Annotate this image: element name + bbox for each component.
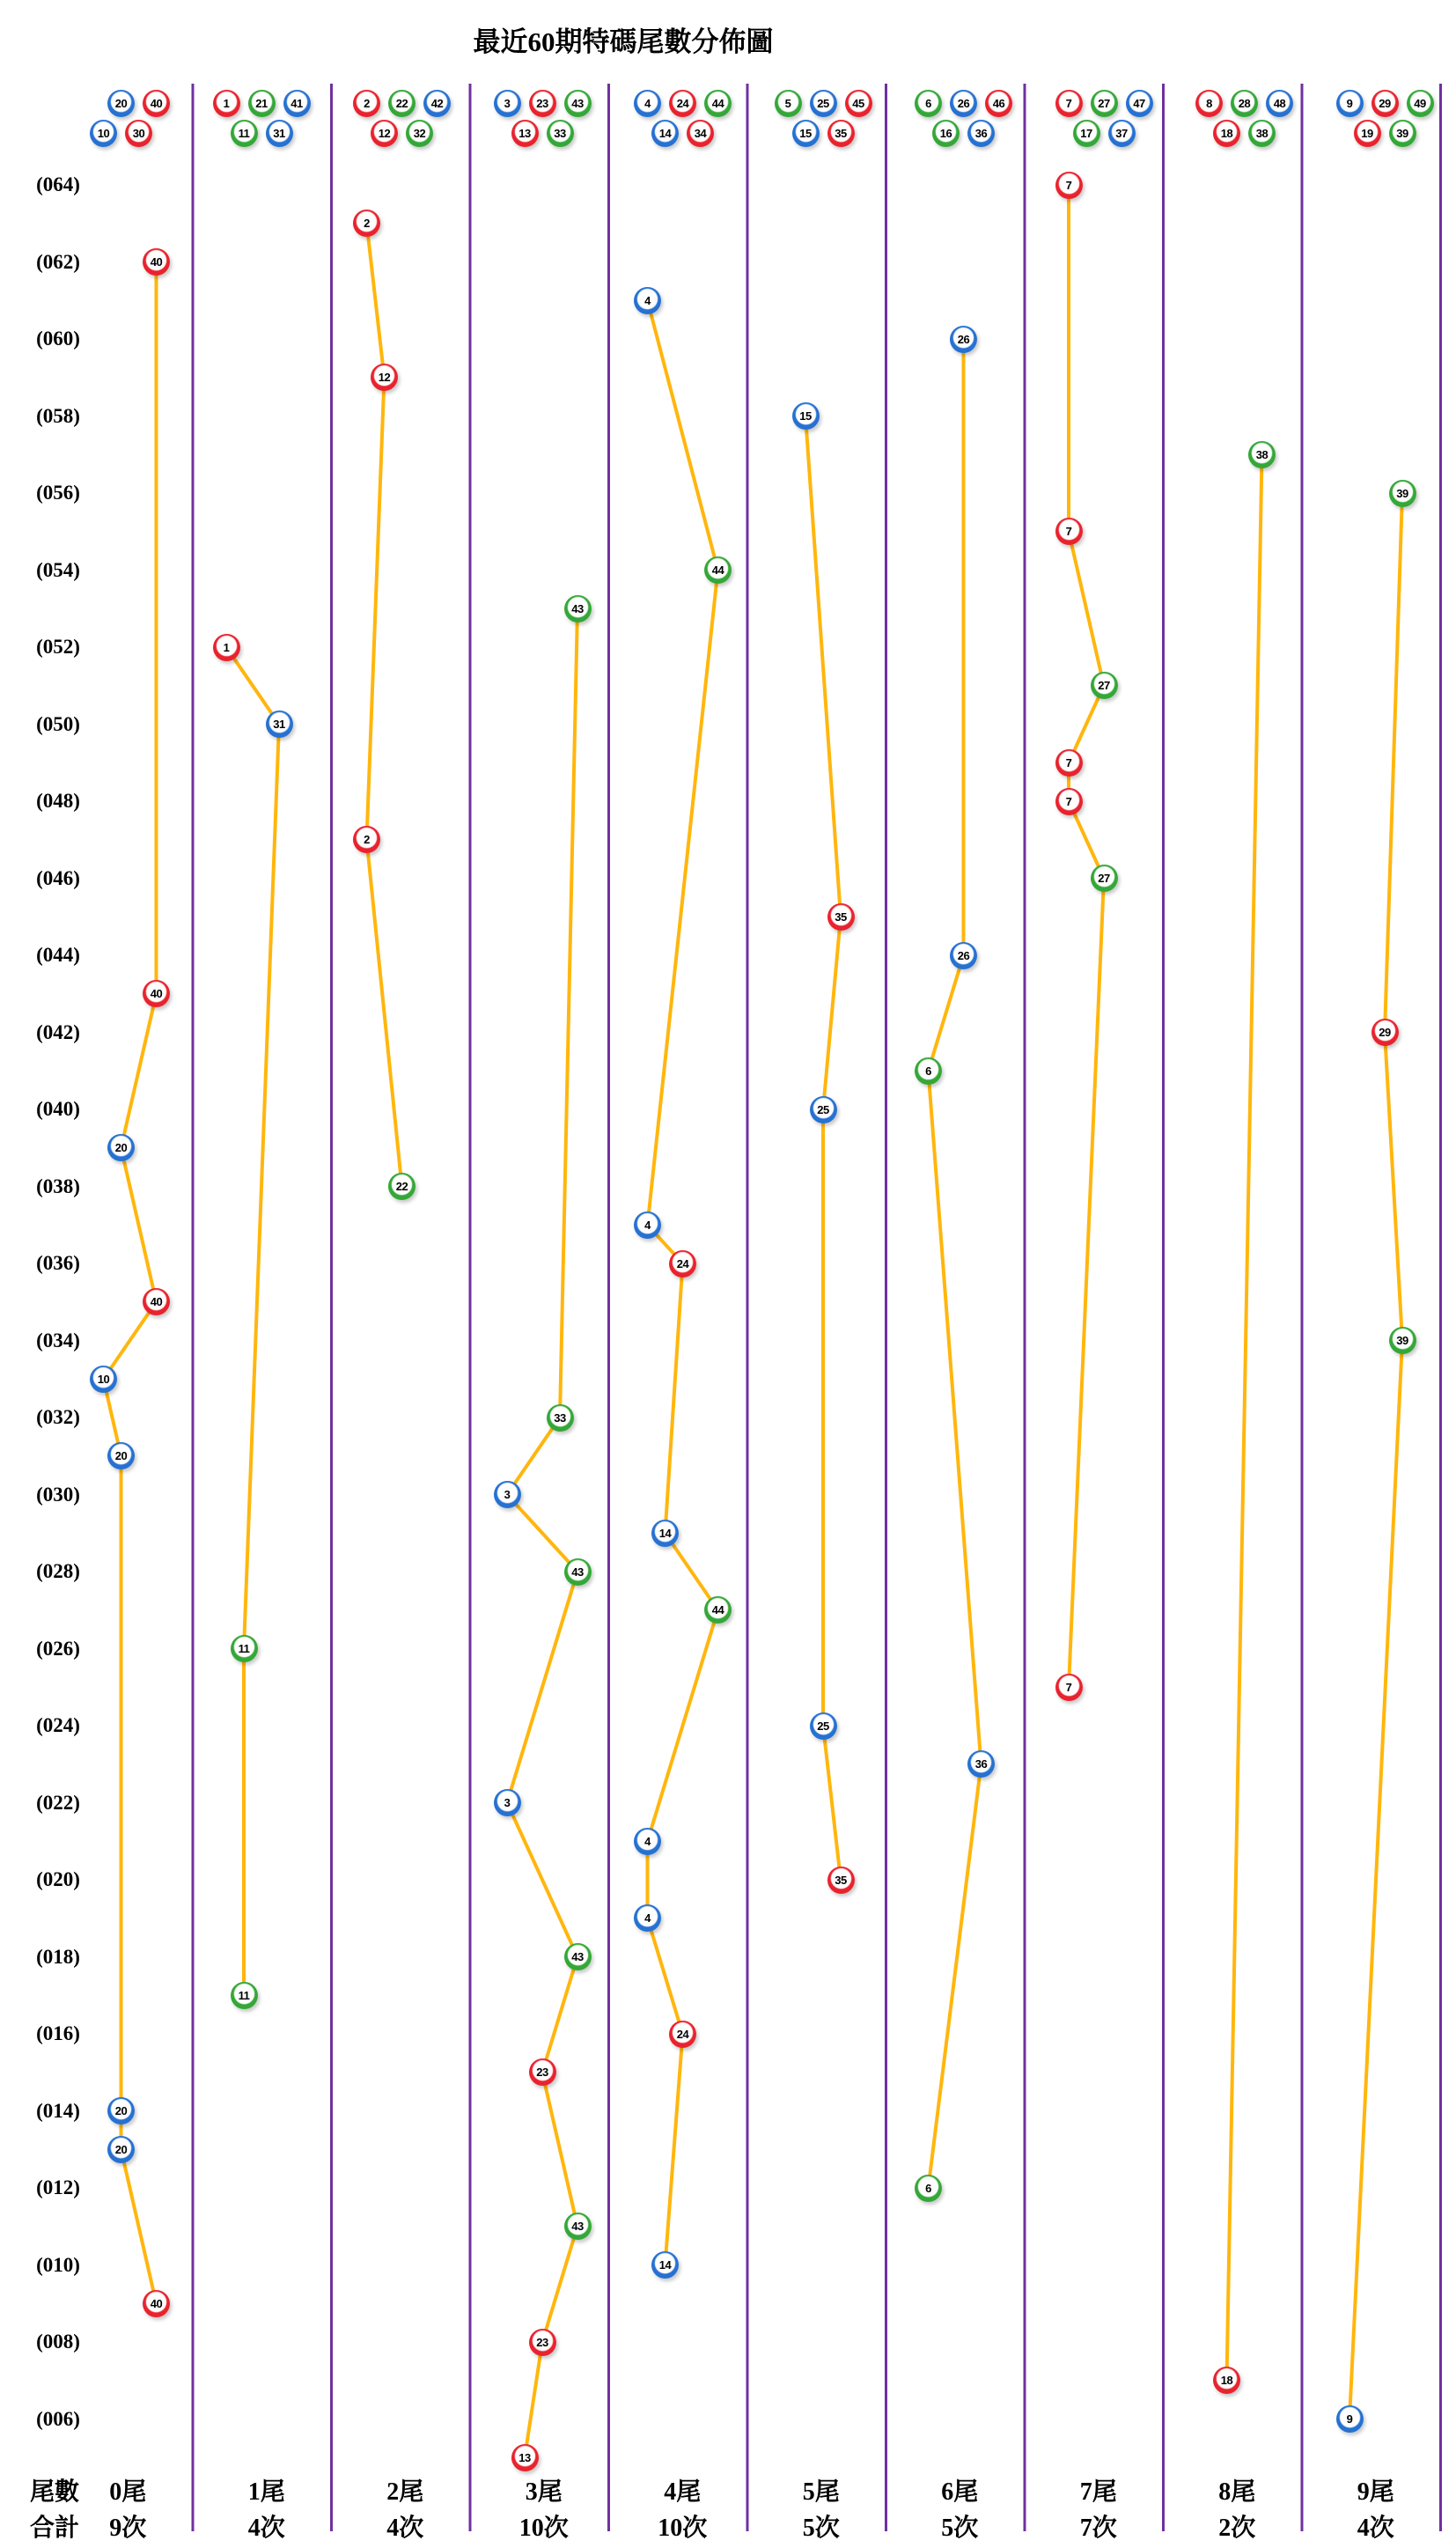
lottery-ball-46: 46 — [985, 90, 1012, 117]
trend-line-tail-3 — [507, 608, 577, 2457]
lottery-ball-26: 26 — [950, 90, 977, 117]
lottery-ball-4: 4 — [634, 1211, 661, 1239]
lottery-ball-4: 4 — [634, 90, 661, 117]
lottery-ball-15: 15 — [792, 402, 820, 430]
lottery-ball-6: 6 — [915, 2175, 942, 2202]
lottery-ball-2: 2 — [353, 90, 380, 117]
lottery-ball-38: 38 — [1248, 120, 1276, 147]
lottery-ball-40: 40 — [143, 980, 170, 1007]
lottery-ball-2: 2 — [353, 826, 380, 853]
lottery-ball-6: 6 — [915, 1057, 942, 1085]
y-axis-label: (060) — [36, 328, 80, 350]
lottery-ball-27: 27 — [1091, 90, 1118, 117]
lottery-ball-27: 27 — [1091, 672, 1118, 699]
lottery-ball-10: 10 — [90, 1366, 117, 1393]
tail-label-8: 8尾 — [1218, 2478, 1256, 2506]
lottery-ball-34: 34 — [687, 120, 714, 147]
y-axis-label: (010) — [36, 2253, 80, 2276]
lottery-ball-18: 18 — [1213, 120, 1240, 147]
count-label-9: 4次 — [1357, 2515, 1394, 2542]
lottery-ball-26: 26 — [950, 942, 977, 969]
lottery-ball-12: 12 — [371, 120, 398, 147]
lottery-ball-4: 4 — [634, 287, 661, 314]
y-axis-label: (032) — [36, 1406, 80, 1428]
lottery-ball-3: 3 — [494, 1789, 521, 1816]
lottery-ball-48: 48 — [1266, 90, 1293, 117]
lottery-ball-10: 10 — [90, 120, 117, 147]
lottery-ball-31: 31 — [266, 120, 293, 147]
trend-line-tail-8 — [1227, 454, 1262, 2381]
lottery-ball-20: 20 — [107, 1442, 135, 1469]
lottery-ball-40: 40 — [143, 1288, 170, 1315]
lottery-ball-16: 16 — [932, 120, 960, 147]
lottery-ball-3: 3 — [494, 1481, 521, 1508]
count-label-1: 4次 — [247, 2515, 285, 2542]
lottery-ball-20: 20 — [107, 2136, 135, 2163]
lottery-ball-40: 40 — [143, 2290, 170, 2317]
y-axis-label: (036) — [36, 1252, 80, 1274]
y-axis-label: (022) — [36, 1791, 80, 1814]
lottery-ball-19: 19 — [1354, 120, 1381, 147]
lottery-ball-7: 7 — [1055, 749, 1083, 777]
lottery-ball-18: 18 — [1213, 2367, 1240, 2394]
tail-label-0: 0尾 — [109, 2478, 147, 2506]
chart-title: 最近60期特碼尾數分佈圖 — [473, 26, 774, 57]
trend-line-tail-1 — [226, 647, 279, 1995]
y-axis-label: (062) — [36, 250, 80, 273]
lottery-ball-23: 23 — [529, 2329, 556, 2356]
lottery-ball-7: 7 — [1055, 788, 1083, 815]
lottery-ball-39: 39 — [1389, 480, 1416, 507]
y-axis-label: (016) — [36, 2022, 80, 2044]
lottery-ball-43: 43 — [564, 2213, 592, 2240]
lottery-ball-20: 20 — [107, 1134, 135, 1161]
y-axis-label: (056) — [36, 482, 80, 504]
tail-label-9: 9尾 — [1357, 2478, 1394, 2506]
lottery-ball-47: 47 — [1126, 90, 1153, 117]
lottery-ball-17: 17 — [1073, 120, 1100, 147]
footer-tail-row-label: 尾數 — [29, 2478, 80, 2506]
trend-line-tail-5 — [805, 416, 841, 1881]
lottery-ball-12: 12 — [371, 364, 398, 391]
trend-line-tail-0 — [104, 262, 157, 2304]
count-label-5: 5次 — [802, 2515, 840, 2542]
tail-label-3: 3尾 — [525, 2478, 563, 2506]
tail-label-5: 5尾 — [802, 2478, 840, 2506]
lottery-ball-40: 40 — [143, 90, 170, 117]
lottery-ball-29: 29 — [1371, 1019, 1399, 1046]
lottery-ball-11: 11 — [231, 120, 258, 147]
y-axis-label: (040) — [36, 1098, 80, 1120]
lottery-ball-44: 44 — [704, 556, 732, 584]
y-axis-label: (034) — [36, 1329, 80, 1351]
lottery-ball-1: 1 — [213, 634, 240, 661]
tail-label-4: 4尾 — [664, 2478, 702, 2506]
count-label-3: 10次 — [518, 2515, 569, 2542]
count-label-6: 5次 — [941, 2515, 979, 2542]
lottery-ball-4: 4 — [634, 1904, 661, 1932]
lottery-ball-44: 44 — [704, 1596, 732, 1624]
lottery-ball-31: 31 — [266, 711, 293, 738]
lottery-ball-35: 35 — [827, 120, 855, 147]
lottery-ball-45: 45 — [845, 90, 872, 117]
lottery-ball-13: 13 — [511, 2444, 539, 2471]
y-axis-label: (028) — [36, 1560, 80, 1582]
lottery-ball-29: 29 — [1371, 90, 1399, 117]
y-axis-label: (012) — [36, 2176, 80, 2198]
y-axis-label: (054) — [36, 558, 80, 581]
lottery-ball-11: 11 — [231, 1635, 258, 1662]
count-label-8: 2次 — [1218, 2515, 1256, 2542]
lottery-ball-7: 7 — [1055, 1674, 1083, 1701]
lottery-ball-8: 8 — [1195, 90, 1223, 117]
y-axis-label: (064) — [36, 173, 80, 195]
tail-label-6: 6尾 — [941, 2478, 979, 2506]
lottery-ball-36: 36 — [967, 1750, 995, 1778]
y-axis-label: (006) — [36, 2407, 80, 2430]
trend-line-tail-7 — [1069, 185, 1104, 1687]
y-axis-label: (014) — [36, 2099, 80, 2122]
lottery-ball-39: 39 — [1389, 120, 1416, 147]
lottery-ball-6: 6 — [915, 90, 942, 117]
lottery-ball-42: 42 — [423, 90, 451, 117]
y-axis-label: (058) — [36, 404, 80, 427]
lottery-ball-23: 23 — [529, 2058, 556, 2086]
lottery-ball-3: 3 — [494, 90, 521, 117]
y-axis-label: (018) — [36, 1945, 80, 1968]
lottery-ball-25: 25 — [810, 1712, 837, 1740]
tail-label-7: 7尾 — [1079, 2478, 1117, 2506]
lottery-ball-49: 49 — [1407, 90, 1434, 117]
lottery-ball-24: 24 — [669, 2021, 696, 2048]
lottery-ball-7: 7 — [1055, 518, 1083, 545]
lottery-ball-27: 27 — [1091, 865, 1118, 892]
lottery-ball-2: 2 — [353, 210, 380, 237]
trend-line-tail-4 — [648, 300, 718, 2264]
lottery-ball-7: 7 — [1055, 90, 1083, 117]
lottery-ball-43: 43 — [564, 1558, 592, 1586]
lottery-ball-35: 35 — [827, 903, 855, 931]
lottery-ball-33: 33 — [547, 120, 574, 147]
lottery-ball-22: 22 — [388, 1173, 415, 1200]
lottery-ball-44: 44 — [704, 90, 732, 117]
y-axis-label: (024) — [36, 1714, 80, 1736]
y-axis-label: (008) — [36, 2331, 80, 2353]
lottery-ball-41: 41 — [283, 90, 311, 117]
tail-label-2: 2尾 — [386, 2478, 424, 2506]
y-axis-label: (046) — [36, 866, 80, 889]
y-axis-label: (048) — [36, 790, 80, 812]
count-label-7: 7次 — [1079, 2515, 1117, 2542]
lottery-ball-43: 43 — [564, 1943, 592, 1970]
lottery-ball-14: 14 — [651, 1520, 679, 1547]
y-axis-label: (050) — [36, 712, 80, 735]
lottery-ball-40: 40 — [143, 248, 170, 276]
count-label-0: 9次 — [109, 2515, 147, 2542]
lottery-ball-13: 13 — [511, 120, 539, 147]
trend-line-tail-9 — [1349, 493, 1402, 2419]
lottery-ball-1: 1 — [213, 90, 240, 117]
lottery-ball-33: 33 — [547, 1404, 574, 1432]
lottery-ball-30: 30 — [125, 120, 152, 147]
lottery-ball-26: 26 — [950, 326, 977, 353]
lottery-ball-14: 14 — [651, 120, 679, 147]
count-label-4: 10次 — [658, 2515, 708, 2542]
lottery-ball-11: 11 — [231, 1982, 258, 2009]
lottery-ball-43: 43 — [564, 595, 592, 622]
lottery-ball-9: 9 — [1336, 2405, 1364, 2433]
lottery-ball-43: 43 — [564, 90, 592, 117]
lottery-ball-38: 38 — [1248, 441, 1276, 468]
lottery-ball-28: 28 — [1231, 90, 1258, 117]
lottery-ball-20: 20 — [107, 90, 135, 117]
lottery-ball-25: 25 — [810, 1096, 837, 1123]
y-axis-label: (020) — [36, 1868, 80, 1890]
lottery-ball-37: 37 — [1108, 120, 1136, 147]
count-label-2: 4次 — [386, 2515, 424, 2542]
lottery-ball-21: 21 — [248, 90, 276, 117]
lottery-ball-20: 20 — [107, 2097, 135, 2125]
lottery-ball-22: 22 — [388, 90, 415, 117]
y-axis-label: (052) — [36, 636, 80, 658]
footer-total-row-label: 合計 — [29, 2515, 80, 2542]
lottery-ball-25: 25 — [810, 90, 837, 117]
lottery-ball-14: 14 — [651, 2251, 679, 2279]
lottery-ball-5: 5 — [775, 90, 802, 117]
tail-label-1: 1尾 — [247, 2478, 285, 2506]
lottery-ball-32: 32 — [406, 120, 433, 147]
y-axis-label: (030) — [36, 1483, 80, 1506]
y-axis-label: (026) — [36, 1637, 80, 1660]
lottery-ball-23: 23 — [529, 90, 556, 117]
lottery-ball-7: 7 — [1055, 172, 1083, 199]
lottery-ball-24: 24 — [669, 90, 696, 117]
y-axis-label: (042) — [36, 1020, 80, 1043]
y-axis-label: (038) — [36, 1175, 80, 1197]
y-axis-label: (044) — [36, 944, 80, 966]
trend-line-tail-6 — [929, 339, 982, 2188]
lottery-ball-24: 24 — [669, 1250, 696, 1278]
lottery-ball-9: 9 — [1336, 90, 1364, 117]
lottery-ball-39: 39 — [1389, 1327, 1416, 1354]
lottery-ball-36: 36 — [967, 120, 995, 147]
lottery-ball-4: 4 — [634, 1828, 661, 1855]
lottery-ball-35: 35 — [827, 1867, 855, 1894]
lottery-ball-15: 15 — [792, 120, 820, 147]
